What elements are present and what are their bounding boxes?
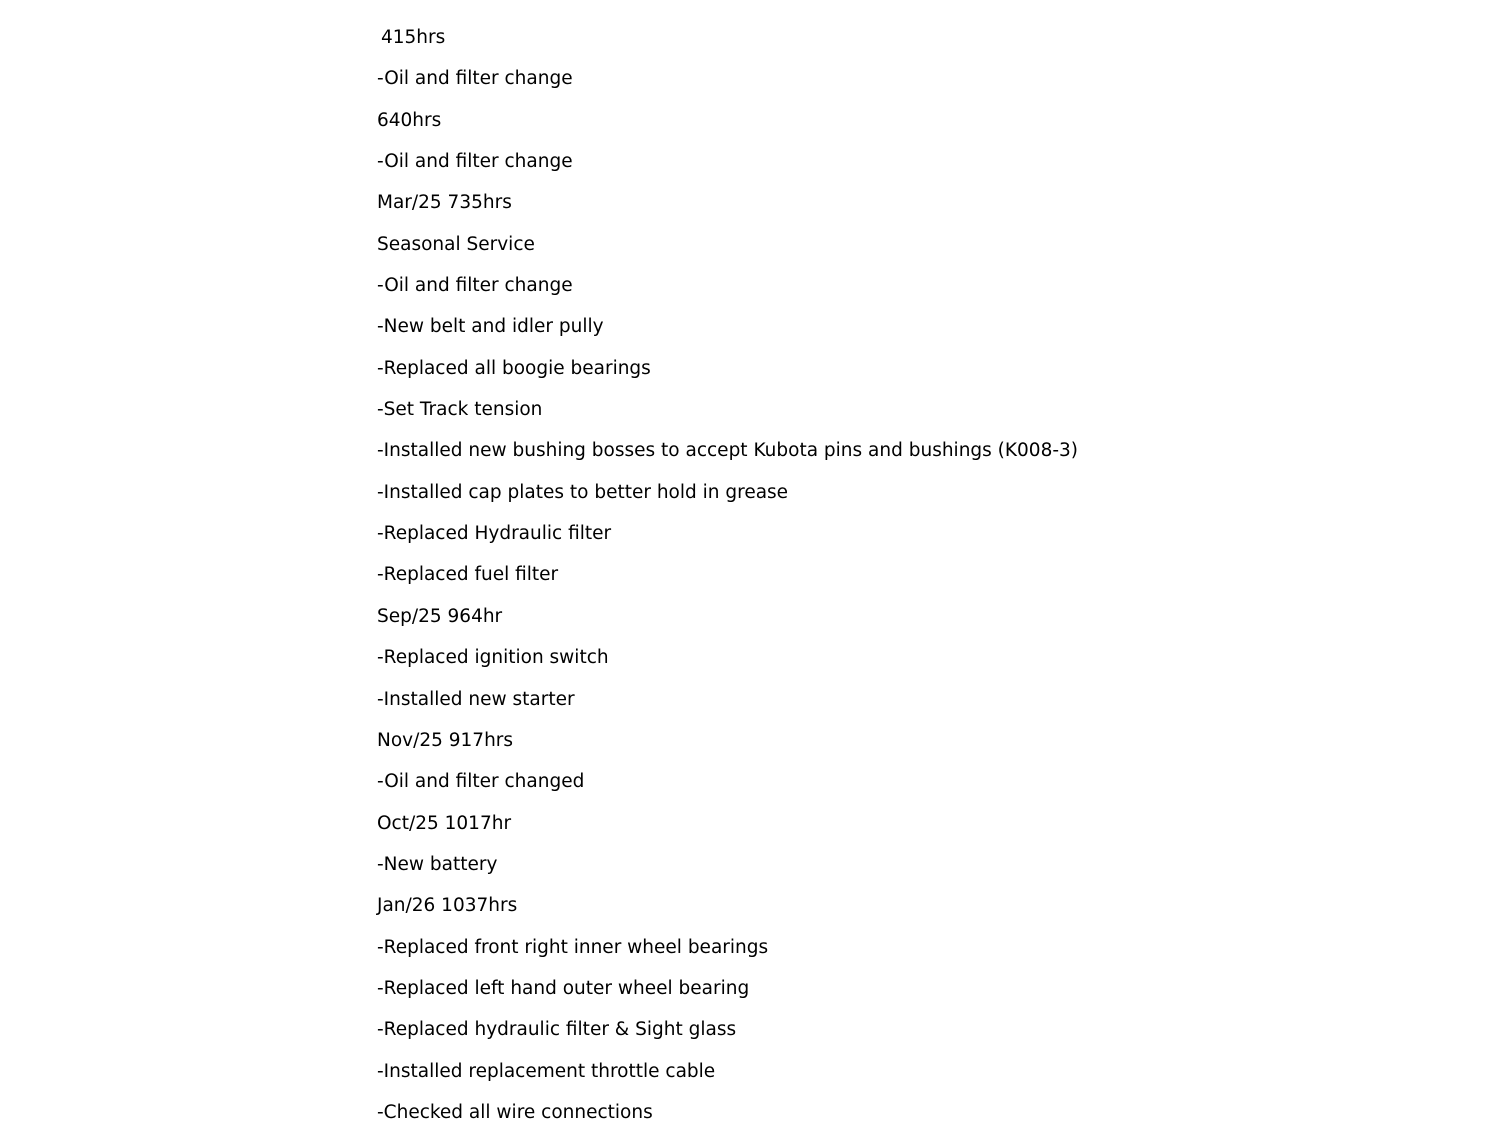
entry-hours-415: 415hrs — [381, 27, 446, 48]
entry-task: -Checked all wire connections — [377, 1101, 653, 1123]
entry-task: -Oil and filter change — [377, 151, 573, 173]
entry-task: -New belt and idler pully — [377, 316, 604, 338]
entry-date-nov-25: Nov/25 917hrs — [377, 729, 514, 751]
entry-task: -Replaced all boogie bearings — [377, 357, 651, 379]
entry-task: -Installed cap plates to better hold in grease — [377, 481, 789, 503]
entry-hours-640: 640hrs — [377, 109, 442, 131]
entry-task: -Replaced hydraulic filter & Sight glass — [377, 1019, 737, 1041]
entry-task: -Installed new bushing bosses to accept Kubota pins and bushings (K008-3) — [377, 440, 1079, 462]
entry-date-jan-26: Jan/26 1037hrs — [377, 895, 518, 917]
entry-heading-seasonal-service: Seasonal Service — [377, 233, 535, 255]
entry-task: -Replaced left hand outer wheel bearing — [377, 977, 750, 999]
entry-task: -New battery — [377, 853, 498, 875]
entry-task: -Replaced fuel filter — [377, 564, 559, 586]
entry-date-sep-25: Sep/25 964hr — [377, 605, 503, 627]
entry-task: -Set Track tension — [377, 399, 543, 421]
entry-task: -Installed replacement throttle cable — [377, 1060, 716, 1082]
entry-task: -Replaced Hydraulic filter — [377, 523, 612, 545]
entry-task: -Oil and filter change — [377, 68, 573, 90]
service-log-document — [377, 17, 1377, 1133]
entry-task: -Oil and filter change — [377, 275, 573, 297]
entry-date-oct-25: Oct/25 1017hr — [377, 812, 512, 834]
entry-task: -Oil and filter changed — [377, 771, 585, 793]
entry-task: -Replaced front right inner wheel bearings — [377, 936, 769, 958]
entry-date-mar-25: Mar/25 735hrs — [377, 192, 512, 214]
entry-task: -Replaced ignition switch — [377, 647, 609, 669]
entry-task: -Installed new starter — [377, 688, 575, 710]
